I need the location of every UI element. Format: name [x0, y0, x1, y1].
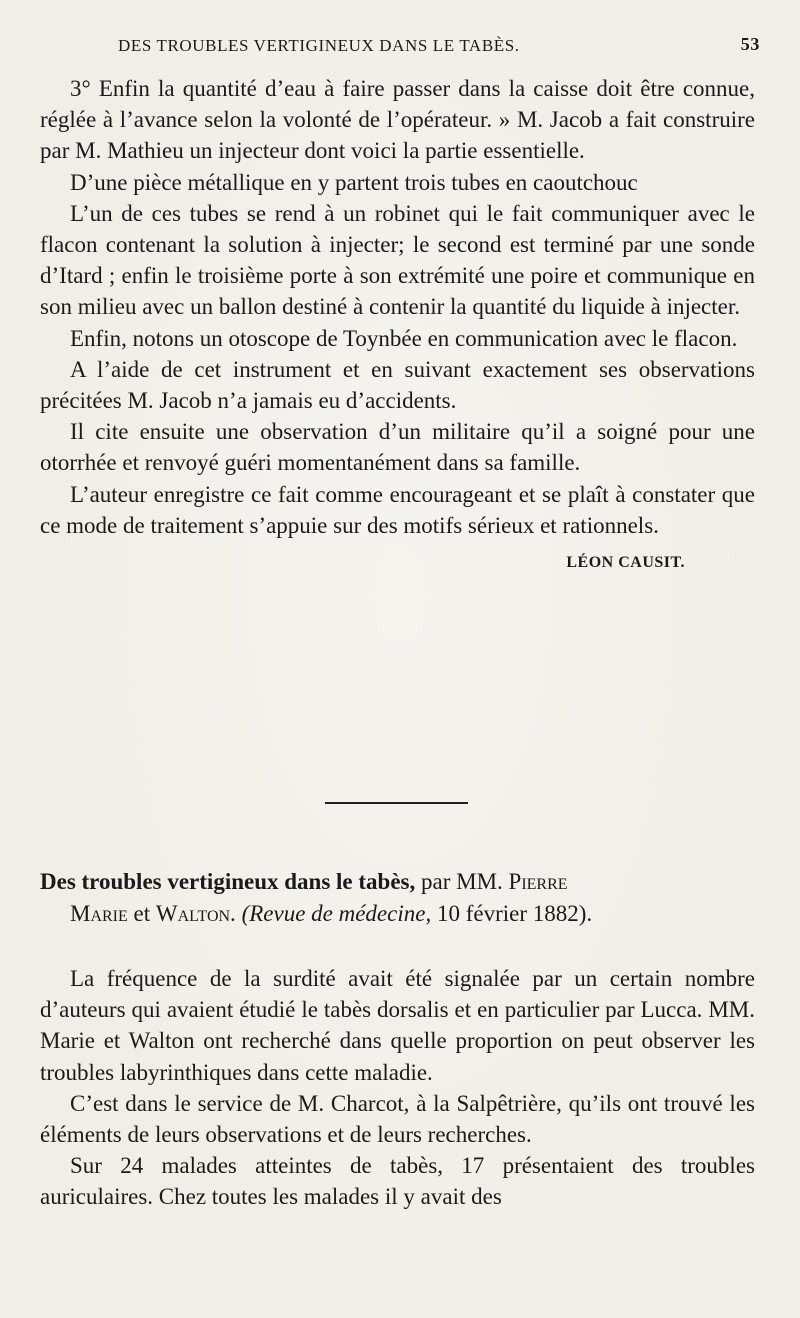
previous-article-body	[40, 73, 755, 578]
section-divider	[325, 802, 468, 804]
journal-name: (Revue de médecine,	[241, 901, 432, 926]
paragraph: 3° Enfin la quantité d’eau à faire passer dans la caisse doit être connue, réglée à l’avance selon la volonté de l’opérateur. » M. Jacob a fait construire par M. Mathieu un injecteur dont voici la partie essentielle.	[40, 76, 755, 164]
author-conjunction: et	[133, 901, 151, 926]
article-title: Des troubles vertigineux dans le tabès,	[40, 869, 416, 894]
paragraph: Enfin, notons un otoscope de Toynbée en communication avec le flacon.	[70, 325, 738, 351]
article-by: par MM.	[421, 869, 503, 894]
author-2: Walton.	[155, 901, 236, 926]
article-heading-line-2	[40, 898, 755, 930]
paragraph: D’une pièce métallique en y partent trois tubes en caoutchouc	[70, 169, 638, 195]
author-1-surname: Marie	[70, 901, 128, 926]
paragraph: L’auteur enregistre ce fait comme encourageant et se plaît à constater que ce mode de traitement s’appuie sur des motifs sérieux et rationnels.	[40, 481, 755, 538]
paragraph: C’est dans le service de M. Charcot, à la Salpêtrière, qu’ils ont trouvé les éléments de leurs observations et de leurs recherches.	[40, 1090, 755, 1148]
paragraph: A l’aide de cet instrument et en suivant exactement ses observations précitées M. Jacob n’a jamais eu d’accidents.	[40, 356, 755, 414]
signature: LÉON CAUSIT.	[566, 554, 685, 572]
page-number: 53	[740, 34, 760, 54]
paragraph: La fréquence de la surdité avait été signalée par un certain nombre d’auteurs qui avaient étudié le tabès dorsalis et en particulier par Lucca. MM. Marie et Walton ont recherché dans quelle proportion on peut observer les troubles labyrinthiques dans cette maladie.	[40, 966, 755, 1085]
paragraph: Il cite ensuite une observation d’un militaire qu’il a soigné pour une otorrhée et renvoyé guéri momentanément dans sa famille.	[40, 419, 755, 476]
paragraph: Sur 24 malades atteintes de tabès, 17 présentaient des troubles auriculaires. Chez toutes les malades il y avait des	[40, 1153, 755, 1210]
publication-date: 10 février 1882).	[436, 901, 593, 926]
paragraph: L’un de ces tubes se rend à un robinet qui le fait communiquer avec le flacon contenant la solution à injecter; le second est terminé par une sonde d’Itard ; enfin le troisième porte à son extrémité une poire et communique en son milieu avec un ballon destiné à contenir la quantité du liquide à injecter.	[40, 200, 755, 320]
running-title: DES TROUBLES VERTIGINEUX DANS LE TABÈS.	[118, 36, 520, 55]
article-heading	[40, 866, 755, 930]
author-first-name: Pierre	[508, 869, 568, 894]
article-body	[40, 963, 755, 1213]
running-head	[118, 30, 760, 60]
